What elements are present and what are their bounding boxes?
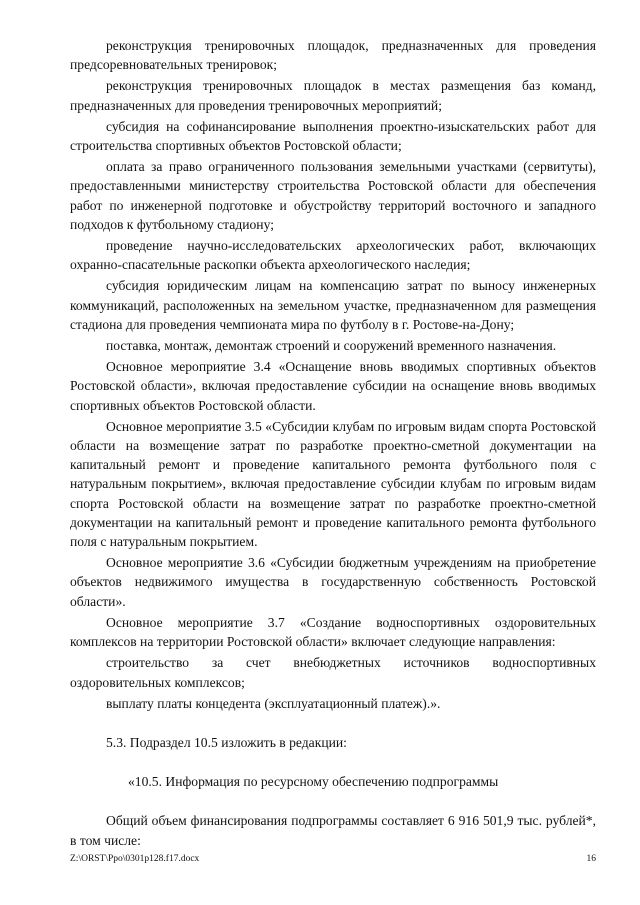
- paragraph: поставка, монтаж, демонтаж строений и сооружений временного назначения.: [106, 338, 557, 354]
- page-footer: [70, 853, 596, 865]
- funding-paragraph: Общий объем финансирования подпрограммы составляет 6 916 501,9 тыс. рублей*, в том числе:: [70, 813, 596, 848]
- footer-file-path: Z:\ORST\Ppo\0301p128.f17.docx: [70, 854, 200, 864]
- paragraph: проведение научно-исследовательских археологических работ, включающих охранно-спасательные раскопки объекта археологического наследия;: [70, 238, 596, 273]
- paragraph: субсидия на софинансирование выполнения проектно-изыскательских работ для строительства спортивных объектов Ростовской области;: [70, 118, 596, 154]
- section-instruction: 5.3. Подраздел 10.5 изложить в редакции:: [106, 734, 347, 750]
- paragraph: реконструкция тренировочных площадок в местах размещения баз команд, предназначенных для проведения тренировочных мероприятий;: [70, 78, 596, 113]
- document-body: [70, 36, 596, 850]
- paragraph: строительство за счет внебюджетных источников водноспортивных оздоровительных комплексов;: [70, 655, 596, 690]
- section-heading: «10.5. Информация по ресурсному обеспечению подпрограммы: [128, 774, 499, 790]
- paragraph: Основное мероприятие 3.6 «Субсидии бюджетным учреждениям на приобретение объектов недвижимого имущества в государственную собственность Ростовской области».: [70, 555, 596, 609]
- paragraph: Основное мероприятие 3.4 «Оснащение вновь вводимых спортивных объектов Ростовской области», включая предоставление субсидии на оснащение вновь вводимых спортивных объектов Ростовской области.: [70, 359, 596, 413]
- paragraph: реконструкция тренировочных площадок, предназначенных для проведения предсоревновательных тренировок;: [70, 38, 596, 73]
- paragraph: Основное мероприятие 3.7 «Создание водноспортивных оздоровительных комплексов на территории Ростовской области» включает следующие направления:: [70, 614, 596, 650]
- page-number: 16: [586, 854, 596, 864]
- paragraph: Основное мероприятие 3.5 «Субсидии клубам по игровым видам спорта Ростовской области на возмещение затрат по разработке проектно-сметной документации на капитальный ремонт и проведение капитального ремонта футбольного поля с натуральным покрытием», включая предоставление субсидии клубам по игровым видам спорта Ростовской области на возмещение затрат по разработке проектно-сметной документации на капитальный ремонт и проведение капитального ремонта футбольного поля с натуральным покрытием.: [70, 418, 596, 550]
- paragraph: субсидия юридическим лицам на компенсацию затрат по выносу инженерных коммуникаций, расположенных на земельном участке, предназначенном для размещения стадиона для проведения чемпионата мира по футболу в г. Ростове-на-Дону;: [70, 278, 596, 332]
- paragraph: выплату платы концедента (эксплуатационный платеж).».: [106, 695, 441, 711]
- paragraph: оплата за право ограниченного пользования земельными участками (сервитуты), предоставленными министерству строительства Ростовской области для обеспечения работ по инженерной подготовке и обустройству территорий восточного и западного подходов к футбольному стадиону;: [70, 159, 596, 232]
